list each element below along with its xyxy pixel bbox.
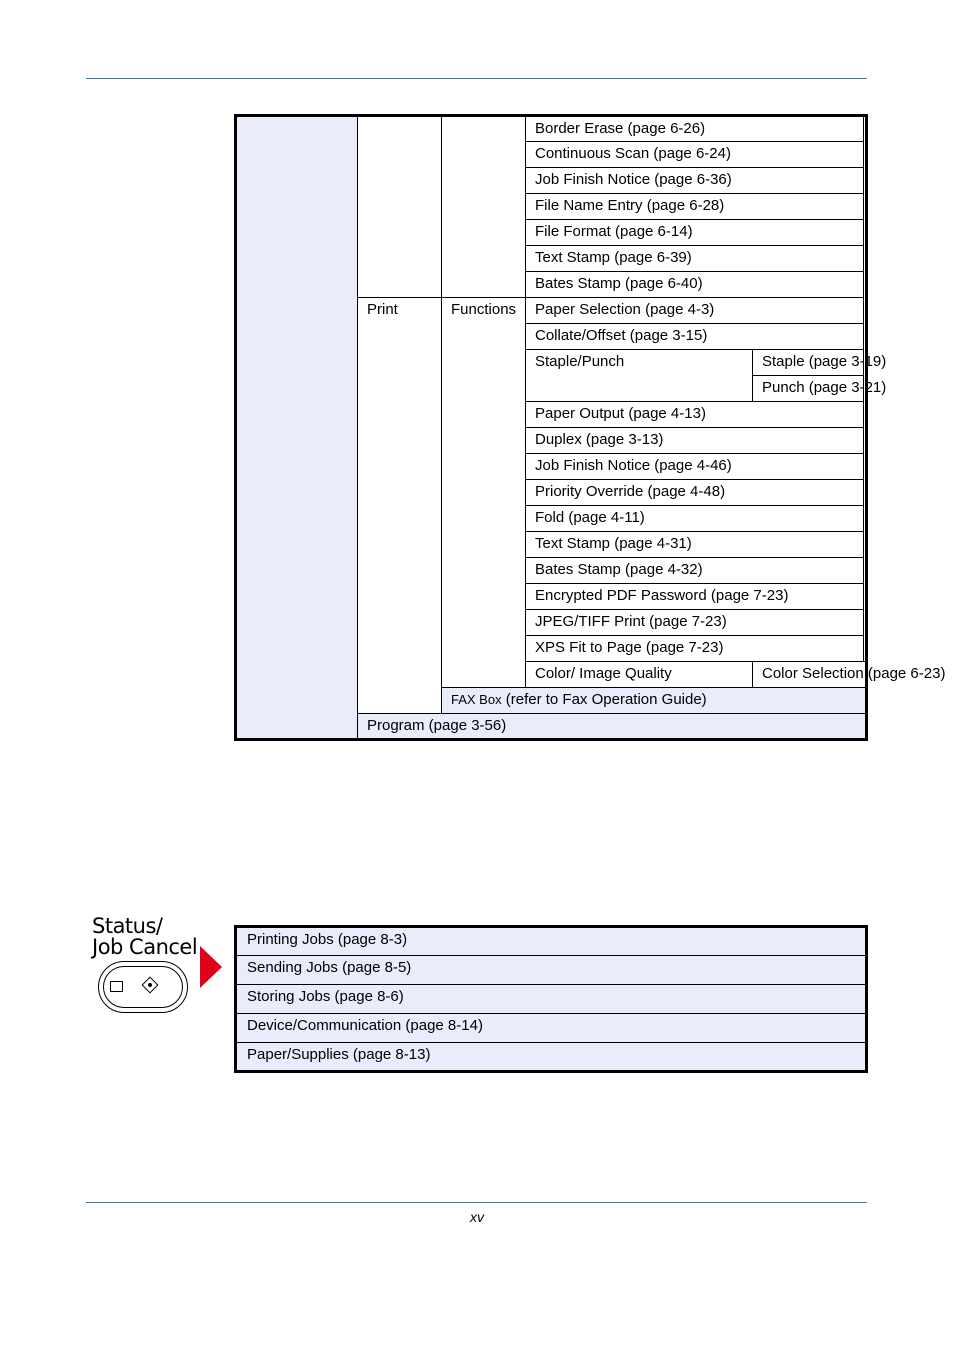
menu-item: Job Finish Notice (page 6-36) [526, 168, 864, 194]
menu-item: Color Selection (page 6-23) [753, 662, 866, 688]
program-row: Program (page 3-56) [358, 714, 866, 740]
fax-box-text: (refer to Fax Operation Guide) [505, 691, 707, 708]
menu-item: File Format (page 6-14) [526, 220, 864, 246]
page-number: xv [470, 1209, 484, 1225]
menu-item: Text Stamp (page 4-31) [526, 532, 864, 558]
send-level3-cell [442, 116, 526, 298]
dot-icon [148, 983, 152, 987]
menu-item: Border Erase (page 6-26) [526, 116, 864, 142]
key-inner [103, 966, 183, 1008]
status-key-title-line2: Job Cancel [92, 935, 198, 959]
footer-rule [86, 1202, 867, 1203]
send-level2-cell [358, 116, 442, 298]
staple-punch-label: Staple/Punch [526, 350, 753, 402]
status-menu-item: Sending Jobs (page 8-5) [236, 956, 867, 985]
menu-item: File Name Entry (page 6-28) [526, 194, 864, 220]
menu-item: Job Finish Notice (page 4-46) [526, 454, 864, 480]
status-menu-table [234, 925, 868, 1073]
punch-item: Punch (page 3-21) [753, 376, 864, 402]
menu-item: Paper Selection (page 4-3) [526, 298, 864, 324]
status-job-cancel-key-icon [92, 916, 202, 958]
menu-item: Fold (page 4-11) [526, 506, 864, 532]
status-menu-item: Paper/Supplies (page 8-13) [236, 1043, 867, 1072]
arrow-right-icon [200, 946, 222, 988]
menu-item: Collate/Offset (page 3-15) [526, 324, 864, 350]
menu-item: Priority Override (page 4-48) [526, 480, 864, 506]
menu-item: Bates Stamp (page 6-40) [526, 272, 864, 298]
status-key-title [92, 916, 202, 958]
menu-item: JPEG/TIFF Print (page 7-23) [526, 610, 864, 636]
led-indicator-icon [110, 981, 123, 992]
menu-item: Text Stamp (page 6-39) [526, 246, 864, 272]
print-label: Print [358, 298, 442, 714]
menu-item: Bates Stamp (page 4-32) [526, 558, 864, 584]
status-menu-item: Storing Jobs (page 8-6) [236, 985, 867, 1014]
level1-cell [236, 116, 358, 740]
functions-label: Functions [442, 298, 526, 688]
status-key-title-line1: Status/ [92, 914, 163, 938]
fax-box-prefix: FAX Box [451, 692, 502, 707]
menu-item: Continuous Scan (page 6-24) [526, 142, 864, 168]
header-rule [86, 78, 867, 79]
fax-box-row [442, 688, 867, 714]
functions-menu-table [234, 114, 946, 741]
menu-item: Duplex (page 3-13) [526, 428, 864, 454]
staple-item: Staple (page 3-19) [753, 350, 864, 376]
menu-item: Encrypted PDF Password (page 7-23) [526, 584, 864, 610]
key-body [98, 961, 188, 1013]
status-menu-item: Printing Jobs (page 8-3) [236, 927, 867, 956]
status-menu-item: Device/Communication (page 8-14) [236, 1014, 867, 1043]
menu-item: Paper Output (page 4-13) [526, 402, 864, 428]
menu-item: XPS Fit to Page (page 7-23) [526, 636, 864, 662]
color-image-quality-label: Color/ Image Quality [526, 662, 753, 688]
